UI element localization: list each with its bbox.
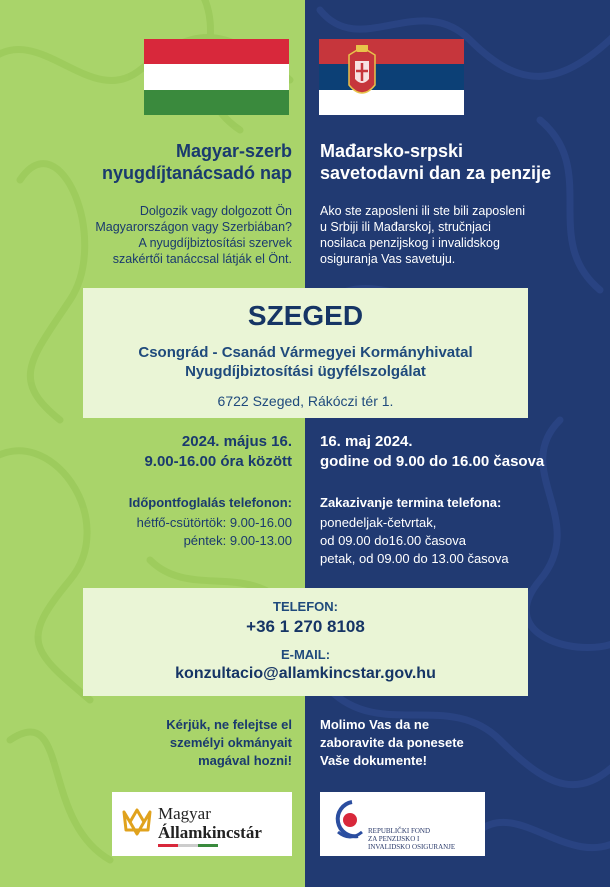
contact-box: [83, 588, 528, 696]
pio-fond-name: REPUBLIČKI FOND ZA PENZIJSKO I INVALIDSKO OSIGURANJE: [368, 827, 456, 851]
phone-number[interactable]: +36 1 270 8108: [246, 617, 365, 636]
hu-appointment-hours: hétfő-csütörtök: 9.00-16.00 péntek: 9.00-13.00: [136, 515, 292, 548]
flag-stripe-red: [144, 39, 289, 64]
hungary-flag-icon: [144, 39, 289, 115]
sr-intro: Ako ste zaposleni ili ste bili zaposleni u Srbiji ili Mađarskoj, stručnjaci nosilaca penzijskog i invalidskog osiguranja Vas savetuju.: [320, 204, 525, 266]
city-name: SZEGED: [247, 300, 364, 331]
flag-stripe-blue: [319, 64, 464, 89]
email-label: E-MAIL:: [280, 647, 331, 662]
hu-date: 2024. május 16. 9.00-16.00 óra között: [144, 433, 292, 470]
hu-reminder: Kérjük, ne felejtse el személyi okmányait magával hozni!: [166, 717, 292, 768]
sr-appointment-title: Zakazivanje termina telefona:: [320, 495, 502, 510]
hu-appointment-title: Időpontfoglalás telefonon:: [128, 495, 292, 510]
sr-title: Mađarsko-srpski savetodavni dan za penzije: [320, 141, 552, 183]
flag-stripe-red: [319, 39, 464, 64]
flag-stripe-white: [319, 90, 464, 115]
flag-stripe-white: [144, 64, 289, 89]
email-address[interactable]: konzultacio@allamkincstar.gov.hu: [175, 665, 436, 682]
phone-label: TELEFON:: [273, 599, 338, 614]
allamkincstar-name: Magyar Államkincstár: [158, 804, 262, 842]
office-name: Csongrád - Csanád Vármegyei Kormányhivatal Nyugdíjbiztosítási ügyfélszolgálat: [138, 344, 473, 380]
location-box: [83, 288, 528, 418]
address: 6722 Szeged, Rákóczi tér 1.: [217, 393, 394, 409]
sr-reminder: Molimo Vas da ne zaboravite da ponesete Vaše dokumente!: [320, 717, 464, 768]
serbia-flag-icon: [319, 39, 464, 115]
sr-date: 16. maj 2024. godine od 9.00 do 16.00 časova: [320, 433, 545, 470]
serbia-coat-of-arms-icon: [345, 45, 379, 101]
tricolor-underline-icon: [158, 844, 218, 848]
allamkincstar-crown-icon: [122, 808, 152, 840]
hu-intro: Dolgozik vagy dolgozott Ön Magyarországon vagy Szerbiában? A nyugdíjbiztosítási szervek szakértői tanáccsal látják el Önt.: [95, 204, 292, 266]
pio-fond-emblem-icon: [332, 798, 366, 844]
pio-fond-logo: [320, 792, 485, 856]
allamkincstar-logo: [112, 792, 292, 856]
hu-title: Magyar-szerb nyugdíjtanácsadó nap: [101, 141, 292, 183]
sr-appointment-hours: ponedeljak-četvrtak, od 09.00 do16.00 časova petak, od 09.00 do 13.00 časova: [320, 515, 509, 566]
flag-stripe-green: [144, 90, 289, 115]
